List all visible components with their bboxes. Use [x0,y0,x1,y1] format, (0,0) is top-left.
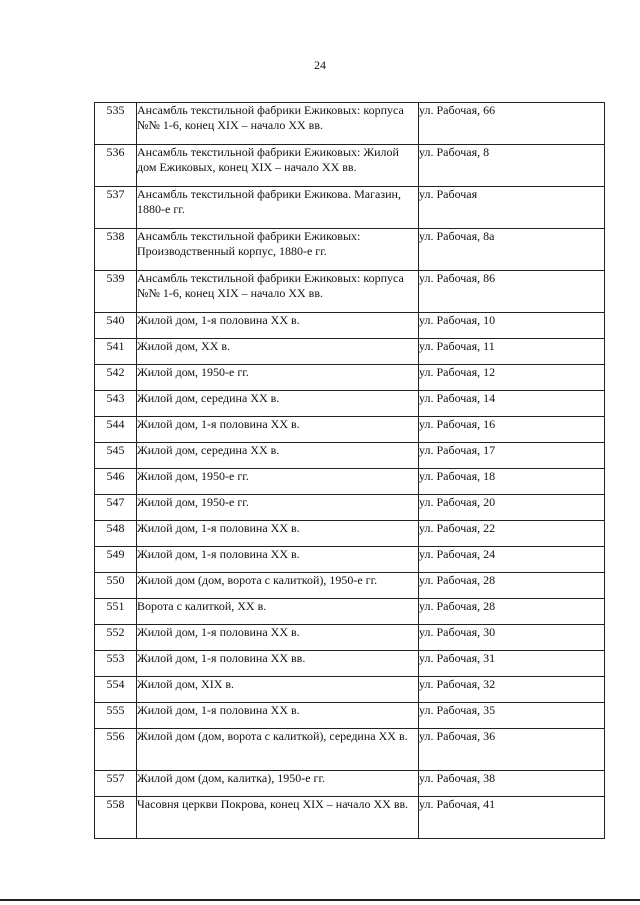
table-row [95,187,605,229]
object-address: ул. Рабочая, 18 [419,469,605,495]
page-bottom-border [0,899,640,901]
object-description: Жилой дом, 1-я половина XX в. [137,547,419,573]
object-description: Ворота с калиткой, XX в. [137,599,419,625]
row-number: 544 [95,417,137,443]
object-address: ул. Рабочая, 41 [419,797,605,839]
table-row [95,495,605,521]
row-number: 537 [95,187,137,229]
object-address: ул. Рабочая, 17 [419,443,605,469]
object-description: Жилой дом, XIX в. [137,677,419,703]
object-address: ул. Рабочая, 12 [419,365,605,391]
table-row [95,391,605,417]
object-address: ул. Рабочая, 8а [419,229,605,271]
table-row [95,103,605,145]
object-address: ул. Рабочая [419,187,605,229]
table-row [95,271,605,313]
table-row [95,797,605,839]
heritage-registry-table [94,102,605,839]
row-number: 540 [95,313,137,339]
table-row [95,729,605,771]
table-row [95,145,605,187]
object-description: Жилой дом, середина XX в. [137,391,419,417]
row-number: 542 [95,365,137,391]
object-description: Жилой дом, 1-я половина XX в. [137,703,419,729]
table-row [95,651,605,677]
row-number: 536 [95,145,137,187]
object-description: Часовня церкви Покрова, конец XIX – начало XX вв. [137,797,419,839]
row-number: 554 [95,677,137,703]
table-row [95,599,605,625]
table-row [95,677,605,703]
row-number: 547 [95,495,137,521]
row-number: 539 [95,271,137,313]
table-row [95,365,605,391]
row-number: 553 [95,651,137,677]
object-description: Ансамбль текстильной фабрики Ежиковых: Производственный корпус, 1880-е гг. [137,229,419,271]
object-address: ул. Рабочая, 24 [419,547,605,573]
object-description: Жилой дом, XX в. [137,339,419,365]
table-row [95,313,605,339]
object-address: ул. Рабочая, 36 [419,729,605,771]
row-number: 538 [95,229,137,271]
object-address: ул. Рабочая, 28 [419,573,605,599]
row-number: 550 [95,573,137,599]
object-address: ул. Рабочая, 20 [419,495,605,521]
object-address: ул. Рабочая, 32 [419,677,605,703]
object-description: Жилой дом, 1-я половина XX в. [137,417,419,443]
table-row [95,703,605,729]
object-description: Жилой дом, 1950-е гг. [137,365,419,391]
object-description: Жилой дом, 1950-е гг. [137,469,419,495]
table-row [95,771,605,797]
row-number: 552 [95,625,137,651]
object-description: Жилой дом (дом, ворота с калиткой), 1950-е гг. [137,573,419,599]
table-row [95,339,605,365]
row-number: 551 [95,599,137,625]
object-description: Жилой дом, середина XX в. [137,443,419,469]
object-description: Ансамбль текстильной фабрики Ежиковых: Жилой дом Ежиковых, конец XIX – начало XX вв. [137,145,419,187]
row-number: 558 [95,797,137,839]
object-address: ул. Рабочая, 10 [419,313,605,339]
table-row [95,625,605,651]
table-row [95,547,605,573]
table-row [95,229,605,271]
object-address: ул. Рабочая, 14 [419,391,605,417]
row-number: 543 [95,391,137,417]
object-description: Жилой дом (дом, ворота с калиткой), середина XX в. [137,729,419,771]
object-address: ул. Рабочая, 35 [419,703,605,729]
object-description: Жилой дом, 1-я половина XX в. [137,625,419,651]
object-address: ул. Рабочая, 66 [419,103,605,145]
table-row [95,521,605,547]
row-number: 557 [95,771,137,797]
object-address: ул. Рабочая, 38 [419,771,605,797]
row-number: 555 [95,703,137,729]
table-row [95,573,605,599]
object-address: ул. Рабочая, 8 [419,145,605,187]
object-description: Жилой дом (дом, калитка), 1950-е гг. [137,771,419,797]
page-number: 24 [314,58,326,72]
object-description: Жилой дом, 1950-е гг. [137,495,419,521]
row-number: 546 [95,469,137,495]
row-number: 548 [95,521,137,547]
object-address: ул. Рабочая, 22 [419,521,605,547]
row-number: 541 [95,339,137,365]
row-number: 545 [95,443,137,469]
object-description: Ансамбль текстильной фабрики Ежиковых: корпуса №№ 1-6, конец XIX – начало XX вв. [137,271,419,313]
table-row [95,469,605,495]
object-description: Ансамбль текстильной фабрики Ежикова. Магазин, 1880-е гг. [137,187,419,229]
object-address: ул. Рабочая, 86 [419,271,605,313]
object-address: ул. Рабочая, 11 [419,339,605,365]
object-description: Жилой дом, 1-я половина XX в. [137,313,419,339]
object-address: ул. Рабочая, 28 [419,599,605,625]
object-address: ул. Рабочая, 16 [419,417,605,443]
table-row [95,417,605,443]
row-number: 535 [95,103,137,145]
object-description: Жилой дом, 1-я половина XX в. [137,521,419,547]
object-description: Жилой дом, 1-я половина XX вв. [137,651,419,677]
row-number: 556 [95,729,137,771]
object-address: ул. Рабочая, 30 [419,625,605,651]
table-row [95,443,605,469]
object-description: Ансамбль текстильной фабрики Ежиковых: корпуса №№ 1-6, конец XIX – начало XX вв. [137,103,419,145]
row-number: 549 [95,547,137,573]
object-address: ул. Рабочая, 31 [419,651,605,677]
